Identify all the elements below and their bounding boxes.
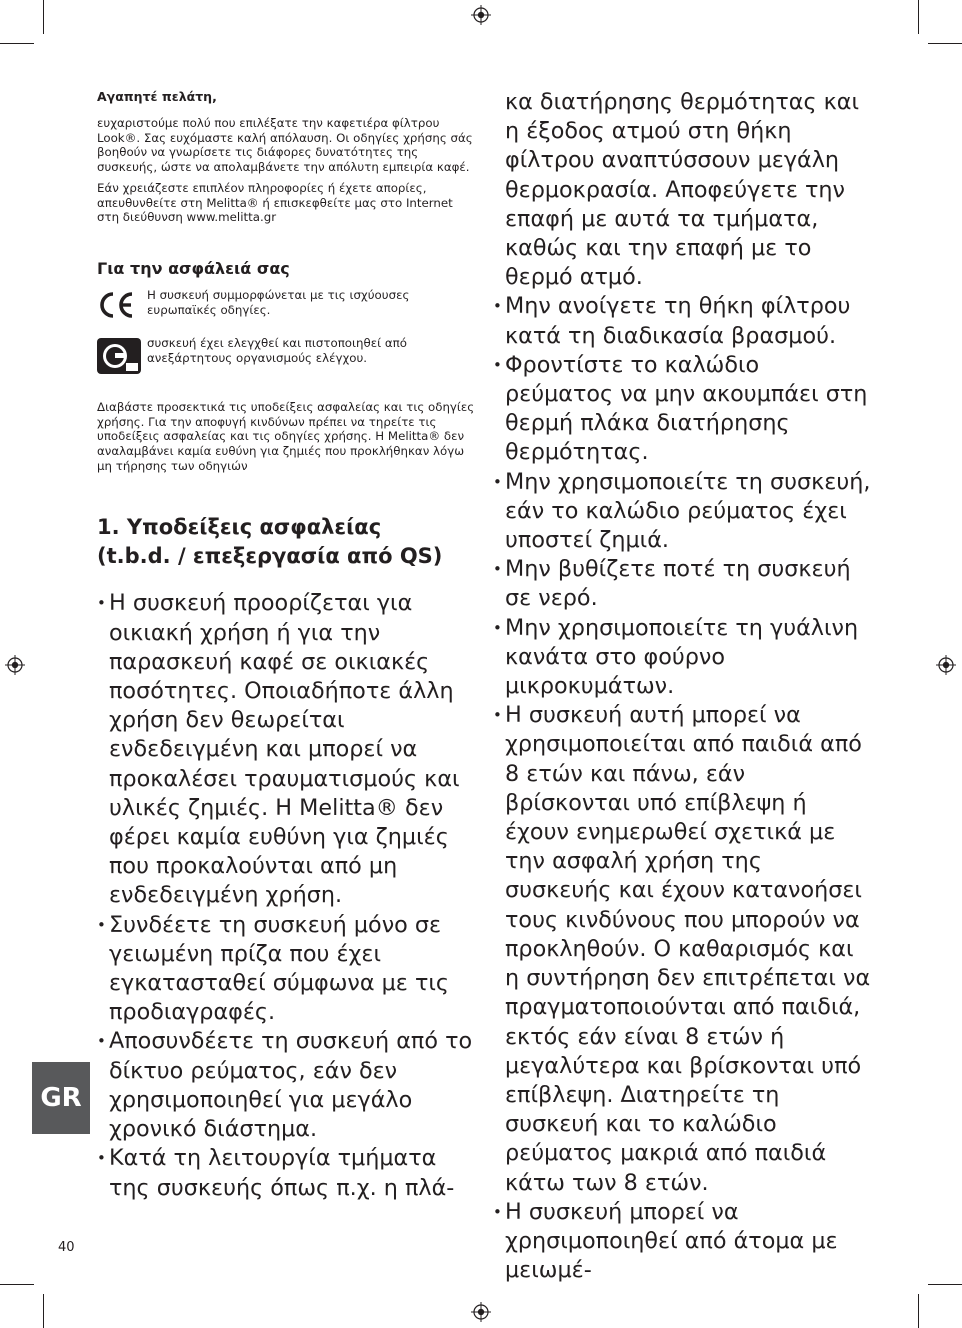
right-bullet-list	[493, 292, 873, 1285]
registration-mark-icon	[936, 655, 956, 675]
safety-heading: Για την ασφάλειά σας	[97, 258, 290, 278]
crop-mark	[43, 0, 44, 34]
registration-mark-icon	[471, 5, 491, 25]
bullet: •	[493, 297, 502, 316]
list-item-text: Μην χρησιμοποιείτε τη γυάλινη κανάτα στο φούρνο μικροκυμάτων.	[505, 614, 859, 700]
crop-mark	[918, 0, 919, 34]
list-item	[493, 468, 873, 556]
list-item	[493, 555, 873, 613]
list-item-text: Συνδέετε τη συσκευή μόνο σε γειωμένη πρίζα που έχει εγκατασταθεί σύμφωνα με τις προδιαγραφές.	[109, 911, 450, 1026]
crop-mark	[928, 43, 962, 44]
list-item-text: Μην χρησιμοποιείτε τη συσκευή, εάν το καλώδιο ρεύματος έχει υποστεί ζημιά.	[505, 468, 871, 554]
bullet: •	[493, 706, 502, 725]
registration-mark-icon	[5, 655, 25, 675]
list-item	[97, 589, 477, 910]
continued-text: κα διατήρησης θερμότητας και η έξοδος ατμού στη θήκη φίλτρου αναπτύσσουν μεγάλη θερμοκρασία. Αποφεύγετε την επαφή με αυτά τα τμήματα, καθώς και την επαφή με το θερμό ατμό.	[505, 89, 859, 291]
language-tab: GR	[32, 1062, 90, 1134]
section-heading	[97, 513, 477, 571]
ce-mark-icon	[97, 290, 137, 320]
page-number: 40	[58, 1240, 75, 1255]
gs-mark-icon	[97, 338, 141, 374]
section-heading-line: (t.b.d. / επεξεργασία από QS)	[97, 544, 443, 569]
list-item-text: Φροντίστε το καλώδιο ρεύματος να μην ακουμπάει στη θερμή πλάκα διατήρησης θερμότητας.	[505, 351, 868, 466]
right-column	[493, 88, 873, 1285]
list-item	[97, 1027, 477, 1144]
list-item	[97, 1144, 477, 1202]
bullet: •	[493, 1202, 502, 1221]
list-item	[493, 351, 873, 468]
left-bullet-list	[97, 589, 477, 1202]
bullet: •	[493, 472, 502, 491]
list-item	[493, 1198, 873, 1286]
greeting: Αγαπητέ πελάτη,	[97, 89, 217, 104]
bullet: •	[97, 1149, 106, 1168]
list-item	[97, 911, 477, 1028]
bullet: •	[493, 355, 502, 374]
gs-certification	[97, 336, 477, 378]
bullet: •	[493, 618, 502, 637]
gs-text: συσκευή έχει ελεγχθεί και πιστοποιηθεί από ανεξάρτητους οργανισμούς ελέγχου.	[147, 335, 407, 365]
crop-mark	[928, 1284, 962, 1285]
list-item-text: Αποσυνδέετε τη συσκευή από το δίκτυο ρεύματος, εάν δεν χρησιμοποιηθεί για μεγάλο χρονικό διάστημα.	[109, 1028, 473, 1143]
list-item-text: Η συσκευή μπορεί να χρησιμοποιηθεί από άτομα με μειωμέ-	[505, 1198, 838, 1284]
crop-mark	[0, 43, 34, 44]
list-item	[493, 614, 873, 702]
read-notice: Διαβάστε προσεκτικά τις υποδείξεις ασφαλείας και τις οδηγίες χρήσης. Για την αποφυγή κινδύνων πρέπει να τηρείτε τις υποδείξεις ασφαλείας και τις οδηγίες χρήσης. Η Melitta® δεν αναλαμβάνει καμία ευθύνη για ζημιές που προκλήθηκαν λόγω μη τήρησης των οδηγιών	[97, 399, 475, 473]
ce-text: Η συσκευή συμμορφώνεται με τις ισχύουσες ευρωπαϊκές οδηγίες.	[147, 287, 410, 317]
list-item-text: Η συσκευή αυτή μπορεί να χρησιμοποιείται από παιδιά από 8 ετών και πάνω, εάν βρίσκονται υπό επίβλεψη ή έχουν ενημερωθεί σχετικά με την ασφαλή χρήση της συσκευής και έχουν κατανοήσει τους κινδύνους που μπορούν να προκληθούν. Ο καθαρισμός και η συντήρηση δεν επιτρέπεται να πραγματοποιούνται από παιδιά, εκτός εάν είναι 8 ετών ή μεγαλύτερα και βρίσκονται υπό επίβλεψη. Διατηρείτε τη συσκευή και το καλώδιο ρεύματος μακριά από παιδιά κάτω των 8 ετών.	[505, 702, 871, 1196]
registration-mark-icon	[471, 1302, 491, 1322]
intro-paragraph: Εάν χρειάζεστε επιπλέον πληροφορίες ή έχετε απορίες, απευθυνθείτε στη Melitta® ή επισκεφθείτε μας στο Internet στη διεύθυνση www.melitta.gr	[97, 180, 453, 225]
left-column	[97, 89, 477, 1203]
list-item-text: Η συσκευή προορίζεται για οικιακή χρήση ή για την παρασκευή καφέ σε οικιακές ποσότητες. Οποιαδήποτε άλλη χρήση δεν θεωρείται ενδεδειγμένη και μπορεί να προκαλέσει τραυματισμούς και υλικές ζημιές. Η Melitta® δεν φέρει καμία ευθύνη για ζημιές που προκαλούνται από μη ενδεδειγμένη χρήση.	[109, 590, 460, 909]
list-item	[493, 701, 873, 1197]
bullet: •	[97, 594, 106, 613]
list-item-text: Μην ανοίγετε τη θήκη φίλτρου κατά τη διαδικασία βρασμού.	[505, 293, 851, 349]
bullet: •	[493, 560, 502, 579]
section-heading-line: 1. Υποδείξεις ασφαλείας	[97, 515, 382, 540]
bullet: •	[97, 915, 106, 934]
crop-mark	[43, 1294, 44, 1328]
crop-mark	[0, 1284, 34, 1285]
crop-mark	[918, 1294, 919, 1328]
list-item	[493, 292, 873, 350]
ce-certification	[97, 288, 477, 330]
bullet: •	[97, 1032, 106, 1051]
list-item-text: Κατά τη λειτουργία τμήματα της συσκευής όπως π.χ. η πλά-	[109, 1145, 455, 1201]
intro-paragraph: ευχαριστούμε πολύ που επιλέξατε την καφετιέρα φίλτρου Look®. Σας ευχόμαστε καλή απόλαυση. Οι οδηγίες χρήσης σάς βοηθούν να γνωρίσετε τις διάφορες δυνατότητες της συσκευής, ώστε να απολαμβάνετε την απόλυτη εμπειρία καφέ.	[97, 116, 473, 175]
list-item-text: Μην βυθίζετε ποτέ τη συσκευή σε νερό.	[505, 556, 851, 612]
